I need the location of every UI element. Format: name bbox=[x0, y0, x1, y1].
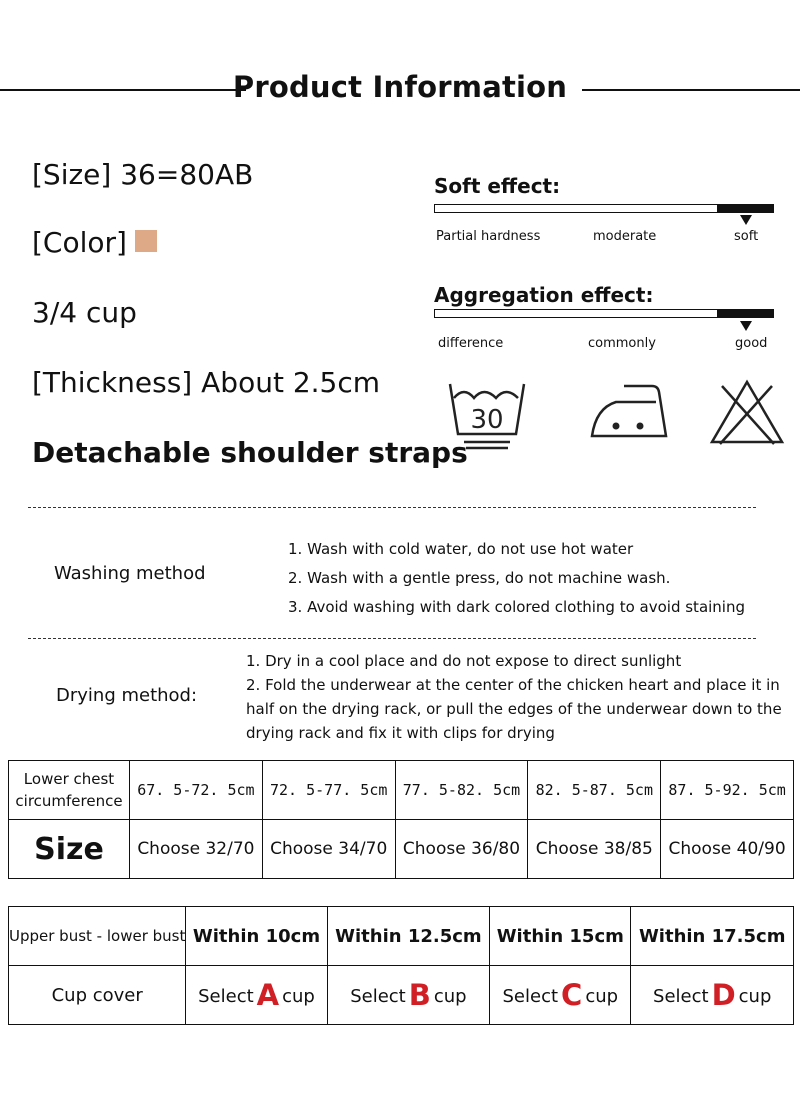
aggregation-scale-fill bbox=[717, 310, 773, 317]
drying-method-label: Drying method: bbox=[56, 685, 198, 706]
size-choice-cell: Choose 32/70 bbox=[130, 820, 263, 879]
select-word: Select bbox=[502, 986, 559, 1007]
range-cell: 67. 5-72. 5cm bbox=[130, 761, 263, 820]
drying-line-4: drying rack and fix it with clips for drying bbox=[246, 724, 555, 742]
spec-size: [Size] 36=80AB bbox=[32, 158, 254, 191]
cup-letter: D bbox=[711, 978, 736, 1012]
cup-word: cup bbox=[282, 986, 315, 1007]
table-row bbox=[9, 820, 794, 879]
range-cell: 82. 5-87. 5cm bbox=[528, 761, 661, 820]
drying-line-3: half on the drying rack, or pull the edges of the underwear down to the bbox=[246, 700, 782, 718]
bust-difference-cell: Within 10cm bbox=[186, 907, 327, 966]
cup-table bbox=[8, 906, 794, 1025]
select-word: Select bbox=[198, 986, 254, 1007]
spec-thickness: [Thickness] About 2.5cm bbox=[32, 366, 381, 399]
cup-letter: A bbox=[256, 978, 280, 1012]
bust-difference-cell: Within 12.5cm bbox=[327, 907, 490, 966]
spec-cup: 3/4 cup bbox=[32, 296, 137, 329]
cup-word: cup bbox=[738, 986, 772, 1007]
aggregation-label-difference: difference bbox=[438, 336, 504, 351]
cup-letter: B bbox=[408, 978, 431, 1012]
aggregation-scale-bar bbox=[434, 309, 774, 318]
soft-scale-marker bbox=[740, 215, 752, 225]
soft-scale-title: Soft effect: bbox=[434, 174, 561, 198]
size-choice-cell: Choose 38/85 bbox=[528, 820, 661, 879]
soft-label-hard: Partial hardness bbox=[436, 229, 541, 244]
cup-select-cell-b bbox=[327, 966, 490, 1025]
drying-line-2: 2. Fold the underwear at the center of the chicken heart and place it in bbox=[246, 676, 780, 694]
size-choice-cell: Choose 36/80 bbox=[395, 820, 528, 879]
do-not-bleach-icon bbox=[708, 376, 786, 448]
cup-select-cell-d bbox=[631, 966, 794, 1025]
size-header: Size bbox=[9, 820, 130, 879]
color-swatch bbox=[135, 230, 157, 252]
spec-straps: Detachable shoulder straps bbox=[32, 436, 468, 469]
size-table bbox=[8, 760, 794, 879]
wash-30-icon bbox=[444, 376, 530, 452]
drying-line-1: 1. Dry in a cool place and do not expose to direct sunlight bbox=[246, 652, 682, 670]
cup-letter: C bbox=[561, 978, 583, 1012]
range-cell: 87. 5-92. 5cm bbox=[661, 761, 794, 820]
size-choice-cell: Choose 34/70 bbox=[262, 820, 395, 879]
lower-chest-header bbox=[9, 761, 130, 820]
cup-word: cup bbox=[433, 986, 467, 1007]
bust-difference-header: Upper bust - lower bust bbox=[9, 907, 186, 966]
cup-select-cell-c bbox=[490, 966, 631, 1025]
aggregation-scale-title: Aggregation effect: bbox=[434, 283, 654, 307]
spec-color-label: [Color] bbox=[32, 226, 127, 259]
cup-word: cup bbox=[585, 986, 619, 1007]
bust-difference-cell: Within 17.5cm bbox=[631, 907, 794, 966]
iron-medium-icon bbox=[586, 380, 670, 444]
table-row bbox=[9, 966, 794, 1025]
size-choice-cell: Choose 40/90 bbox=[661, 820, 794, 879]
soft-label-soft: soft bbox=[734, 229, 759, 244]
wash-temperature: 30 bbox=[470, 405, 504, 435]
cup-select-cell-a bbox=[186, 966, 327, 1025]
lower-chest-header-line2: circumference bbox=[15, 792, 123, 810]
spec-color bbox=[32, 226, 157, 259]
aggregation-scale-marker bbox=[740, 321, 752, 331]
table-row bbox=[9, 761, 794, 820]
lower-chest-header-line1: Lower chest bbox=[23, 770, 115, 788]
aggregation-label-good: good bbox=[735, 336, 768, 351]
table-row bbox=[9, 907, 794, 966]
divider-top bbox=[28, 507, 756, 508]
aggregation-label-commonly: commonly bbox=[588, 336, 656, 351]
title-rule-right bbox=[582, 89, 800, 91]
soft-scale-bar bbox=[434, 204, 774, 213]
washing-line-3: 3. Avoid washing with dark colored clothing to avoid staining bbox=[288, 598, 746, 616]
cup-cover-header: Cup cover bbox=[9, 966, 186, 1025]
range-cell: 77. 5-82. 5cm bbox=[395, 761, 528, 820]
washing-line-2: 2. Wash with a gentle press, do not machine wash. bbox=[288, 569, 671, 587]
page-title: Product Information bbox=[232, 70, 568, 104]
washing-line-1: 1. Wash with cold water, do not use hot water bbox=[288, 540, 634, 558]
washing-method-label: Washing method bbox=[54, 563, 206, 584]
divider-middle bbox=[28, 638, 756, 639]
bust-difference-cell: Within 15cm bbox=[490, 907, 631, 966]
soft-scale-fill bbox=[717, 205, 773, 212]
range-cell: 72. 5-77. 5cm bbox=[262, 761, 395, 820]
select-word: Select bbox=[350, 986, 406, 1007]
select-word: Select bbox=[653, 986, 709, 1007]
soft-label-moderate: moderate bbox=[593, 229, 657, 244]
